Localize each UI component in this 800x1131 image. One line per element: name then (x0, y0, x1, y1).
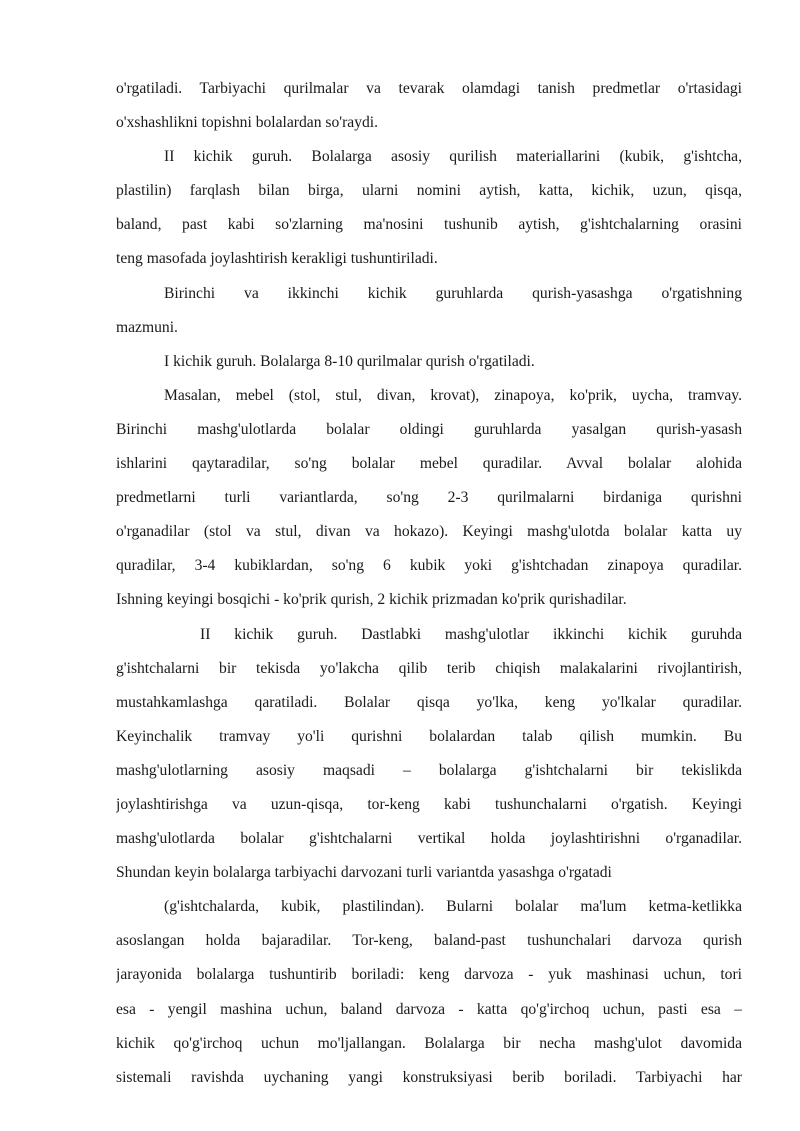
text-line: predmetlarni turli variantlarda, so'ng 2-3 qurilmalarni birdaniga qurishni (116, 489, 742, 507)
paragraph-4 (116, 345, 742, 379)
text-line: Masalan, mebel (stol, stul, divan, krovat), zinapoya, ko'prik, uycha, tramvay. (164, 386, 742, 404)
paragraph-3 (116, 277, 742, 345)
text-line: baland, past kabi so'zlarning ma'nosini tushunib aytish, g'ishtchalarning orasini (116, 216, 742, 234)
text-line: plastilin) farqlash bilan birga, ularni nomini aytish, katta, kichik, uzun, qisqa, (116, 182, 742, 200)
text-line: Birinchi mashg'ulotlarda bolalar oldingi guruhlarda yasalgan qurish-yasash (116, 420, 742, 438)
text-line: quradilar, 3-4 kubiklardan, so'ng 6 kubik yoki g'ishtchadan zinapoya quradilar. (116, 557, 742, 575)
text-line: o'xshashlikni topishni bolalardan so'raydi. (116, 114, 379, 132)
text-line: kichik qo'g'irchoq uchun mo'ljallangan. Bolalarga bir necha mashg'ulot davomida (116, 1034, 742, 1052)
text-line: Keyinchalik tramvay yo'li qurishni bolalardan talab qilish mumkin. Bu (116, 727, 742, 745)
text-line: mashg'ulotlarda bolalar g'ishtchalarni vertikal holda joylashtirishni o'rganadilar. (116, 830, 742, 848)
text-line: II kichik guruh. Dastlabki mashg'ulotlar ikkinchi kichik guruhda (200, 625, 742, 643)
text-line: jarayonida bolalarga tushuntirib boriladi: keng darvoza - yuk mashinasi uchun, tori (116, 966, 742, 984)
paragraph-5 (116, 379, 742, 618)
text-line: esa - yengil mashina uchun, baland darvoza - katta qo'g'irchoq uchun, pasti esa – (116, 1000, 742, 1018)
document-page (116, 72, 742, 1095)
paragraph-1 (116, 72, 742, 140)
paragraph-6 (116, 618, 742, 891)
text-line: mustahkamlashga qaratiladi. Bolalar qisqa yo'lka, keng yo'lkalar quradilar. (116, 693, 742, 711)
text-line: o'rgatiladi. Tarbiyachi qurilmalar va tevarak olamdagi tanish predmetlar o'rtasidagi (116, 80, 742, 97)
text-line: (g'ishtchalarda, kubik, plastilindan). Bularni bolalar ma'lum ketma-ketlikka (164, 898, 742, 916)
text-line: I kichik guruh. Bolalarga 8-10 qurilmalar qurish o'rgatiladi. (164, 352, 535, 370)
text-line: Birinchi va ikkinchi kichik guruhlarda qurish-yasashga o'rgatishning (164, 284, 742, 302)
text-line: o'rganadilar (stol va stul, divan va hokazo). Keyingi mashg'ulotda bolalar katta uy (116, 523, 742, 541)
text-line: II kichik guruh. Bolalarga asosiy qurilish materiallarini (kubik, g'ishtcha, (164, 148, 742, 166)
text-line: sistemali ravishda uychaning yangi konstruksiyasi berib boriladi. Tarbiyachi har (116, 1068, 742, 1086)
text-line: teng masofada joylashtirish kerakligi tushuntiriladi. (116, 250, 438, 268)
text-line: joylashtirishga va uzun-qisqa, tor-keng kabi tushunchalarni o'rgatish. Keyingi (116, 795, 742, 813)
text-line: g'ishtchalarni bir tekisda yo'lakcha qilib terib chiqish malakalarini rivojlantirish, (116, 659, 742, 677)
text-line: asoslangan holda bajaradilar. Tor-keng, baland-past tushunchalari darvoza qurish (116, 932, 742, 950)
text-line: mazmuni. (116, 318, 178, 336)
text-line: Ishning keyingi bosqichi - ko'prik qurish, 2 kichik prizmadan ko'prik qurishadilar. (116, 591, 627, 609)
paragraph-7 (116, 890, 742, 1095)
text-line: ishlarini qaytaradilar, so'ng bolalar mebel quradilar. Avval bolalar alohida (116, 455, 742, 473)
text-line: mashg'ulotlarning asosiy maqsadi – bolalarga g'ishtchalarni bir tekislikda (116, 761, 742, 779)
paragraph-2 (116, 140, 742, 276)
text-line: Shundan keyin bolalarga tarbiyachi darvozani turli variantda yasashga o'rgatadi (116, 864, 612, 882)
